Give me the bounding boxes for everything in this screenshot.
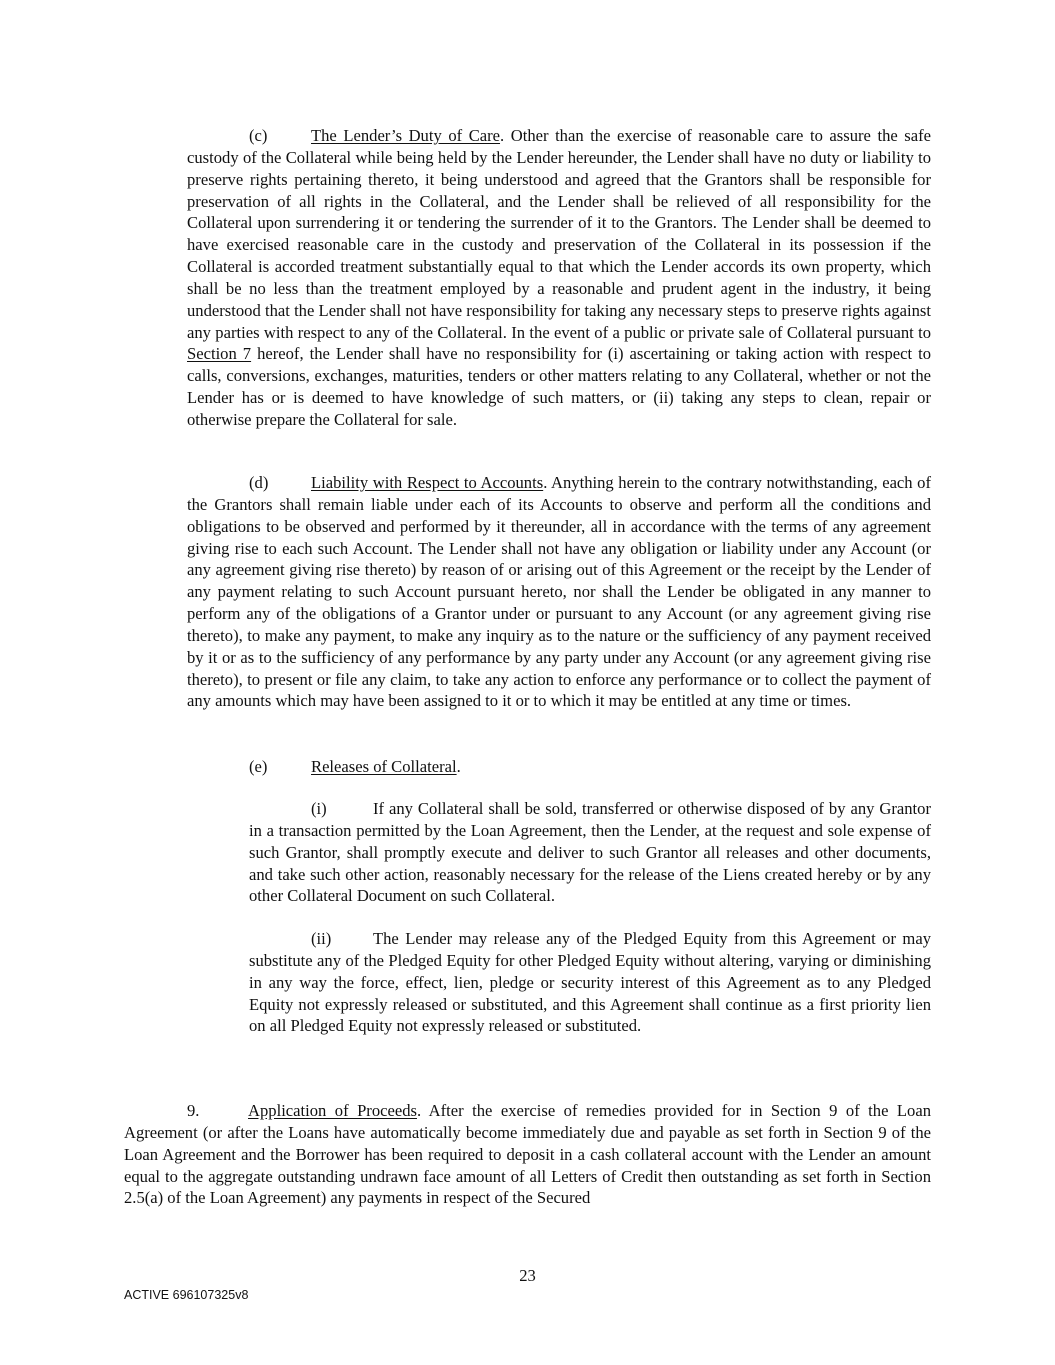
page-number: 23	[519, 1266, 536, 1285]
section-d-paragraph	[187, 472, 931, 712]
document-id: ACTIVE 696107325v8	[124, 1288, 249, 1302]
section-c-paragraph	[187, 125, 931, 431]
section-c-body-after: hereof, the Lender shall have no responsibility for (i) ascertaining or taking action with respect to calls, conversions, exchanges, maturities, tenders or other matters relating to any Collateral, whether or not the Lender has or is deemed to have knowledge of such matters, or (ii) taking any steps to clean, repair or otherwise prepare the Collateral for sale.	[187, 344, 931, 429]
section-7-reference: Section 7	[187, 344, 252, 364]
section-e-ii-paragraph	[249, 928, 931, 1037]
section-e-paragraph	[249, 756, 931, 778]
section-e-trail: .	[456, 757, 461, 776]
section-9-paragraph	[124, 1100, 931, 1209]
section-d-heading: Liability with Respect to Accounts	[311, 473, 544, 492]
section-c-heading: The Lender’s Duty of Care	[311, 126, 501, 145]
section-d-body: . Anything herein to the contrary notwithstanding, each of the Grantors shall remain liable under each of its Accounts to observe and perform all the conditions and obligations to be observed and performed by it thereunder, all in accordance with the terms of any agreement giving rise to each such Account. The Lender shall not have any obligation or liability under any Account (or any agreement giving rise thereto) by reason of or arising out of this Agreement or the receipt by the Lender of any payment relating to such Account pursuant hereto, nor shall the Lender be obligated in any manner to perform any of the obligations of a Grantor under or pursuant to any Account (or any agreement giving rise thereto), to make any payment, to make any inquiry as to the nature or the sufficiency of any payment received by it or as to the sufficiency of any performance by any party under any Account (or any agreement giving rise thereto), to present or file any claim, to take any action to enforce any performance or to collect the payment of any amounts which may have been assigned to it or to which it may be entitled at any time or times.	[187, 473, 931, 711]
section-9-heading: Application of Proceeds	[248, 1101, 417, 1120]
section-9-number: 9.	[187, 1101, 200, 1120]
section-e-ii-number: (ii)	[311, 929, 332, 948]
section-c-number: (c)	[249, 126, 268, 145]
section-e-number: (e)	[249, 757, 268, 776]
section-e-i-number: (i)	[311, 799, 327, 818]
section-e-i-body: If any Collateral shall be sold, transferred or otherwise disposed of by any Grantor in a transaction permitted by the Loan Agreement, then the Lender, at the request and sole expense of such Grantor, shall promptly execute and deliver to such Grantor all releases and other documents, and take such other action, reasonably necessary for the release of the Liens created hereby or by any other Collateral Document on such Collateral.	[249, 799, 931, 906]
section-9-body: . After the exercise of remedies provided for in Section 9 of the Loan Agreement (or after the Loans have automatically become immediately due and payable as set forth in Section 9 of the Loan Agreement and the Borrower has been required to deposit in a cash collateral account with the Lender an amount equal to the aggregate outstanding undrawn face amount of all Letters of Credit then outstanding as set forth in Section 2.5(a) of the Loan Agreement) any payments in respect of the Secured	[124, 1101, 931, 1208]
section-e-ii-body: The Lender may release any of the Pledged Equity from this Agreement or may substitute any of the Pledged Equity for other Pledged Equity without altering, varying or diminishing in any way the force, effect, lien, pledge or security interest of this Agreement as to any Pledged Equity not expressly released or substituted, and this Agreement shall continue as a first priority lien on all Pledged Equity not expressly released or substituted.	[249, 929, 931, 1036]
section-e-heading: Releases of Collateral	[311, 757, 457, 776]
section-e-i-paragraph	[249, 798, 931, 907]
section-c-body: . Other than the exercise of reasonable care to assure the safe custody of the Collateral while being held by the Lender hereunder, the Lender shall have no duty or liability to preserve rights pertaining thereto, it being understood and agreed that the Grantors shall be responsible for preservation of all rights in the Collateral, and the Lender shall be relieved of all responsibility for the Collateral upon surrendering it or tendering the surrender of it to the Grantors. The Lender shall be deemed to have exercised reasonable care in the custody and preservation of the Collateral in its possession if the Collateral is accorded treatment substantially equal to that which the Lender accords its own property, which shall be no less than the treatment employed by a reasonable and prudent agent in the industry, it being understood that the Lender shall not have responsibility for taking any necessary steps to preserve rights against any parties with respect to any of the Collateral. In the event of a public or private sale of Collateral pursuant to	[187, 126, 931, 342]
section-d-number: (d)	[249, 473, 269, 492]
